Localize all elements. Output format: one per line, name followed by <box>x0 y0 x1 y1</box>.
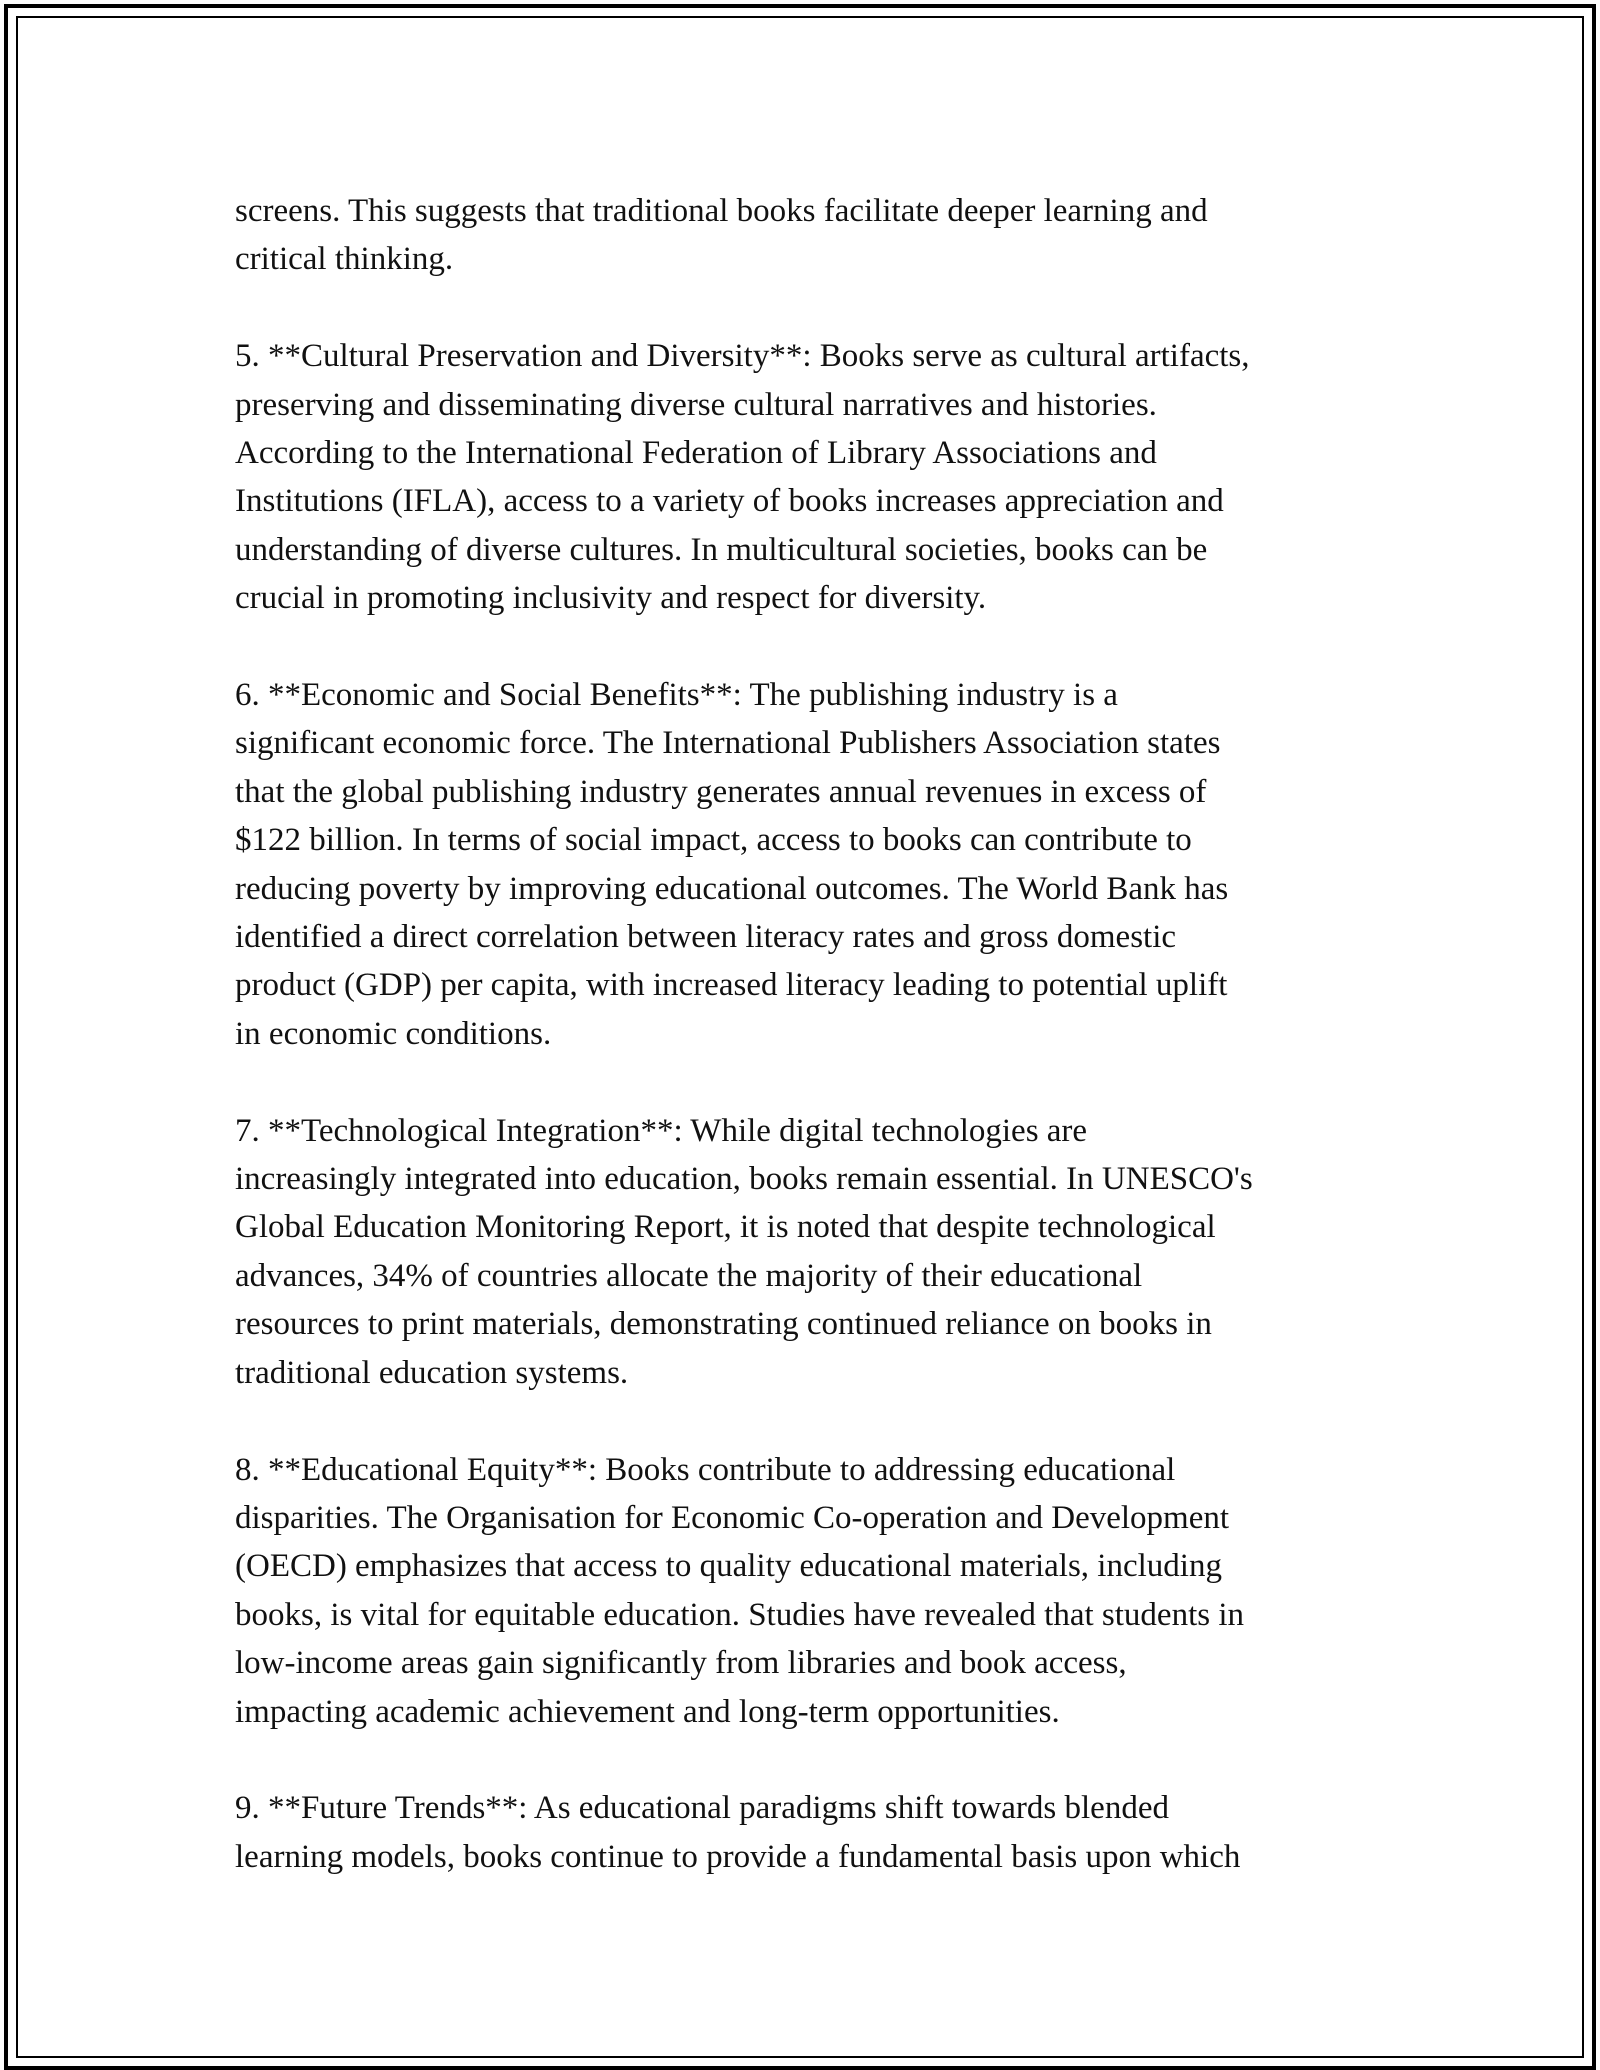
paragraph-cultural-preservation: 5. **Cultural Preservation and Diversity**: Books serve as cultural artifacts, preserving and disseminating diverse cultural narratives and histories. According to the International Federation of Library Associations and Institutions (IFLA), access to a variety of books increases appreciation and understanding of diverse cultures. In multicultural societies, books can be crucial in promoting inclusivity and respect for diversity. <box>235 338 1250 617</box>
document-body <box>235 187 1375 1881</box>
paragraph-technological-integration: 7. **Technological Integration**: While digital technologies are increasingly integrated into education, books remain essential. In UNESCO's Global Education Monitoring Report, it is noted that despite technological advances, 34% of countries allocate the majority of their educational resources to print materials, demonstrating continued reliance on books in traditional education systems. <box>235 1112 1253 1391</box>
paragraph-future-trends: 9. **Future Trends**: As educational paradigms shift towards blended learning models, books continue to provide a fundamental basis upon which <box>235 1790 1241 1875</box>
paragraph-economic-social-benefits: 6. **Economic and Social Benefits**: The publishing industry is a significant economic force. The International Publishers Association states that the global publishing industry generates annual revenues in excess of $122 billion. In terms of social impact, access to books can contribute to reducing poverty by improving educational outcomes. The World Bank has identified a direct correlation between literacy rates and gross domestic product (GDP) per capita, with increased literacy leading to potential uplift in economic conditions. <box>235 677 1229 1052</box>
paragraph-educational-equity: 8. **Educational Equity**: Books contribute to addressing educational disparities. The Organisation for Economic Co-operation and Development (OECD) emphasizes that access to quality educational materials, including books, is vital for equitable education. Studies have revealed that students in low-income areas gain significantly from libraries and book access, impacting academic achievement and long-term opportunities. <box>235 1451 1244 1730</box>
paragraph-continuation: screens. This suggests that traditional books facilitate deeper learning and critical thinking. <box>235 193 1208 278</box>
